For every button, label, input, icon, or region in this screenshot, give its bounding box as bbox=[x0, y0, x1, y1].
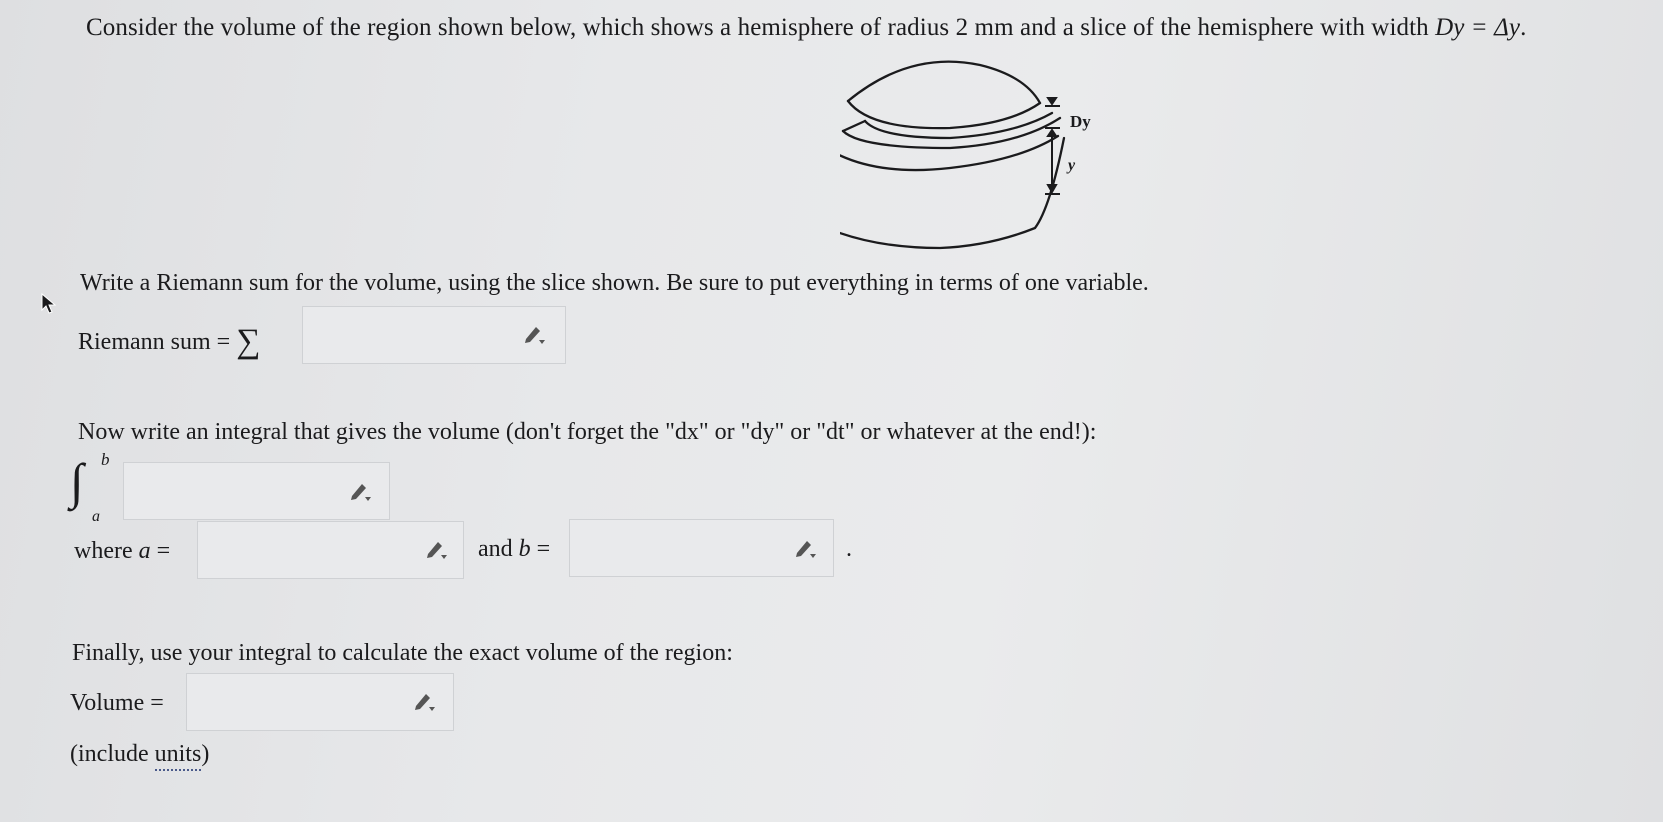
part1-prompt: Write a Riemann sum for the volume, using the slice shown. Be sure to put everything in terms of one variable. bbox=[80, 270, 1149, 296]
slice-band-bottom bbox=[840, 136, 1058, 170]
riemann-sum-label: Riemann sum = ∑ bbox=[78, 323, 261, 360]
slice-band-top bbox=[843, 118, 1060, 148]
integral-lower-limit: a bbox=[92, 508, 100, 525]
units-note: (include units) bbox=[70, 741, 209, 768]
intro-text: Consider the volume of the region shown below, which shows a hemisphere of radius 2 mm and a slice of the hemisphere with width bbox=[86, 14, 1436, 41]
pencil-icon[interactable] bbox=[793, 537, 819, 559]
question-intro bbox=[86, 14, 1526, 42]
label-y: y bbox=[1068, 157, 1076, 174]
integral-sign: ∫ bbox=[70, 453, 84, 509]
pencil-icon[interactable] bbox=[412, 690, 438, 712]
units-link[interactable]: units bbox=[155, 741, 202, 771]
hemisphere-figure bbox=[840, 58, 1160, 258]
intro-end: . bbox=[1520, 14, 1527, 41]
pencil-icon[interactable] bbox=[522, 323, 548, 345]
where-a-label: where a = bbox=[74, 538, 171, 564]
intro-math: Dy = Δy bbox=[1435, 14, 1521, 41]
pencil-icon[interactable] bbox=[348, 480, 374, 502]
and-b-label: and b = bbox=[478, 536, 551, 562]
sigma-symbol: ∑ bbox=[236, 323, 261, 360]
volume-label: Volume = bbox=[70, 690, 164, 716]
label-dy: Dy bbox=[1070, 112, 1091, 131]
hemisphere-cap bbox=[848, 62, 1040, 103]
part2-prompt: Now write an integral that gives the volume (don't forget the "dx" or "dy" or "dt" or whatever at the end!): bbox=[78, 419, 1097, 445]
pointer-icon bbox=[40, 292, 58, 314]
period: . bbox=[846, 536, 852, 562]
pencil-icon[interactable] bbox=[424, 538, 450, 560]
integral-upper-limit: b bbox=[101, 450, 110, 469]
hemisphere-body bbox=[840, 138, 1064, 248]
part3-prompt: Finally, use your integral to calculate the exact volume of the region: bbox=[72, 640, 733, 666]
